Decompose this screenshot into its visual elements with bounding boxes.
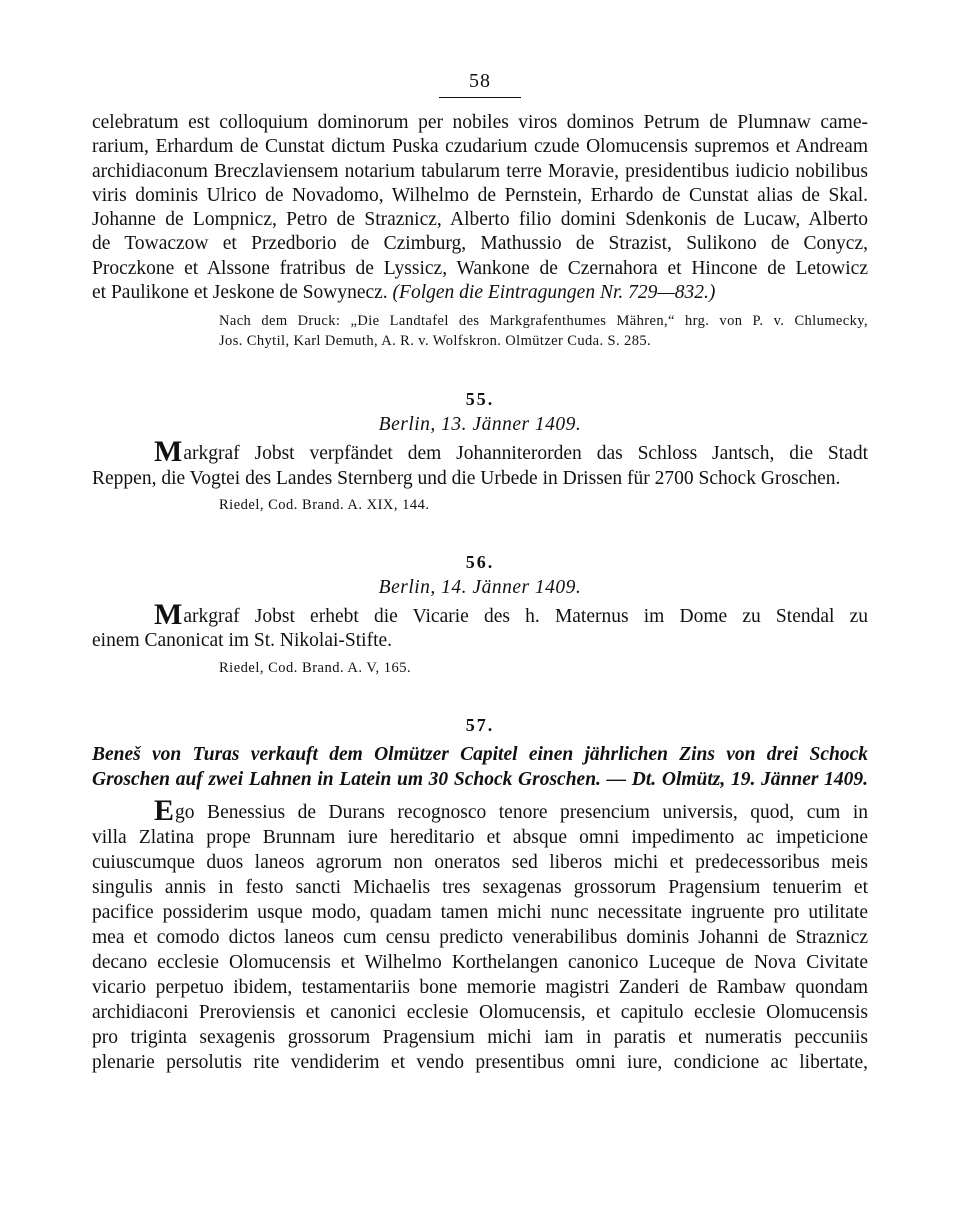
text-line [154,793,868,827]
text-line: villa Zlatina prope Brunnam iure hereditario et absque omni impedimento ac impeticione [92,826,868,848]
drop-initial: E [154,793,175,827]
drop-initial: M [154,597,183,631]
text-line: archidiaconi Preroviensis et canonici ecclesie Olomucensis, et capitulo ecclesie Olomucensis [92,1001,868,1023]
text-line: archidiaconum Breczlaviensem notarium tabularum terre Moravie, presidentibus iudicio nobilibus [92,160,868,182]
entry-number: 55. [465,389,495,410]
entry-text-cont [92,467,868,491]
text-line: celebratum est colloquium dominorum per nobiles viros dominos Petrum de Plumnaw came- [92,112,868,133]
entry-text [154,793,868,827]
entry-number: 57. [465,714,495,735]
source-line: Nach dem Druck: „Die Landtafel des Markgrafenthumes Mähren,“ hrg. von P. v. Chlumecky, [219,313,868,330]
text-line: Reppen, die Vogtei des Landes Sternberg und die Urbede in Drissen für 2700 Schock Groschen. [92,467,841,489]
text-line: Johanne de Lompnicz, Petro de Straznicz, Alberto filio domini Sdenkonis de Lucaw, Alberto [92,209,868,231]
text-line: decano ecclesie Olomucensis et Wilhelmo Korthelangen canonico Luceque de Nova Civitate [92,951,868,973]
continuation-paragraph [92,111,868,305]
text-line: pro triginta sexagenis grossorum Pragensium michi iam in paratis et numeratis peccuniis [92,1026,868,1048]
text-run: arkgraf Jobst verpfändet dem Johanniterorden das Schloss Jantsch, die Stadt [183,443,868,465]
entry-text [154,435,868,469]
text-run: arkgraf Jobst erhebt die Vicarie des h. Maternus im Dome zu Stendal zu [183,605,868,627]
text-line: singulis annis in festo sancti Michaelis tres sexagenas grossorum Pragensium tenuerim et [92,876,868,898]
text-line [154,597,868,631]
source-note: Riedel, Cod. Brand. A. V, 165. [219,659,412,676]
drop-initial: M [154,435,183,469]
entry-summary [92,742,868,792]
text-run: go Benessius de Durans recognosco tenore presencium universis, quod, cum in [175,801,868,823]
text-line: mea et comodo dictos laneos cum censu predicto venerabilibus dominis Johanni de Straznicz [92,926,868,948]
text-line: viris dominis Ulrico de Novadomo, Wilhelmo de Pernstein, Erhardo de Cunstat alias de Skal. [92,184,868,206]
page-number: 58 [439,70,521,98]
text-line [154,435,868,469]
text-italic-note: (Folgen die Eintragungen Nr. 729—832.) [392,282,716,304]
page-header [92,70,868,98]
entry-number: 56. [465,551,495,572]
text-line: rarium, Erhardum de Cunstat dictum Puska czudarium czude Olomucensis supremos et Andream [92,136,868,158]
entry-date: Berlin, 13. Jänner 1409. [378,414,582,436]
source-note [92,311,868,351]
document-page [92,70,868,1075]
entry-57 [92,715,868,1075]
text-line [92,281,868,305]
text-plain: et Paulikone et Jeskone de Sowynecz. [92,282,388,304]
text-line: plenarie persolutis rite vendiderim et vendo presentibus omni iure, condicione ac libertate, [92,1051,868,1073]
entry-55 [92,389,868,514]
entry-text-cont [92,825,868,1075]
entry-56 [92,552,868,677]
text-line: pacifice possiderim usque modo, quadam tamen michi nunc necessitate ingruente pro utilitate [92,901,868,923]
text-line: vicario perpetuo ibidem, testamentariis bone memorie magistri Zanderi de Rambaw quondam [92,976,868,998]
entry-text [154,597,868,631]
text-line: de Towaczow et Przedborio de Czimburg, Mathussio de Strazist, Sulikono de Conycz, [92,233,868,255]
text-line: Proczkone et Alssone fratribus de Lyssicz, Wankone de Czernahora et Hincone de Letowicz [92,257,868,279]
text-line: einem Canonicat im St. Nikolai-Stifte. [92,630,393,652]
entry-text-cont [92,629,868,653]
summary-line: Groschen auf zwei Lahnen in Latein um 30 Schock Groschen. — Dt. Olmütz, 19. Jänner 1409. [92,768,868,790]
source-note: Riedel, Cod. Brand. A. XIX, 144. [219,496,430,513]
source-line: Jos. Chytil, Karl Demuth, A. R. v. Wolfskron. Olmützer Cuda. S. 285. [219,333,652,350]
text-line: cuiuscumque duos laneos agrorum non oneratos sed liberos michi et predecessoribus meis [92,851,868,873]
summary-line: Beneš von Turas verkauft dem Olmützer Capitel einen jährlichen Zins von drei Schock [92,743,868,765]
entry-date: Berlin, 14. Jänner 1409. [378,576,582,598]
